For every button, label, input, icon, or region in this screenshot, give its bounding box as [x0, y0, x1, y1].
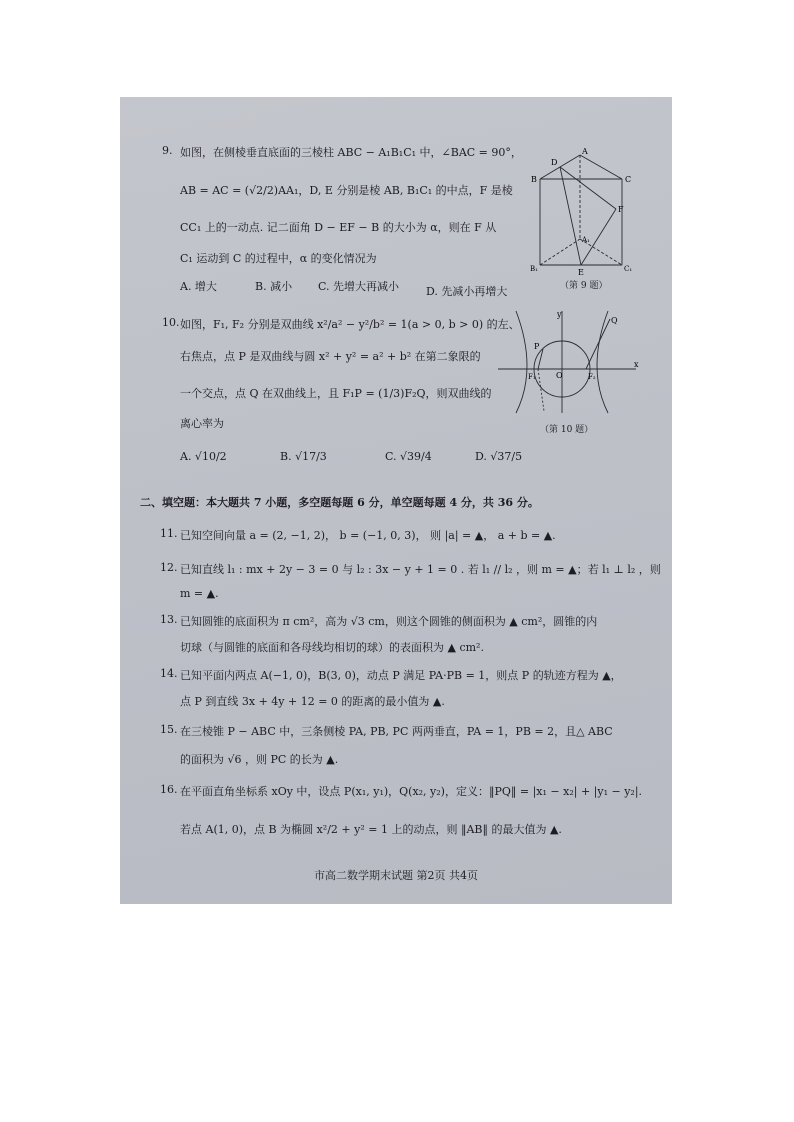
q9-line-2: AB = AC = (√2/2)AA₁，D, E 分别是棱 AB, B₁C₁ 的中点，F 是棱 — [180, 184, 513, 197]
fig9-label-e: E — [578, 268, 584, 277]
q11-line-1: 已知空间向量 a = (2, −1, 2)， b = (−1, 0, 3)， 则 |a| = ▲， a + b = ▲. — [180, 529, 556, 542]
q9-prism-figure — [530, 147, 640, 277]
q12-number: 12. — [160, 561, 178, 574]
q16-line-1: 在平面直角坐标系 xOy 中，设点 P(x₁, y₁)，Q(x₂, y₂)，定义：‖PQ‖ = |x₁ − x₂| + |y₁ − y₂|. — [180, 785, 643, 798]
q9-option-c: C. 先增大再减小 — [318, 280, 400, 293]
q13-number: 13. — [160, 613, 178, 626]
q16-number: 16. — [160, 783, 178, 796]
q10-option-d: D. √37/5 — [475, 450, 523, 463]
q10-line-1: 如图，F₁, F₂ 分别是双曲线 x²/a² − y²/b² = 1(a > 0, b > 0) 的左、 — [180, 318, 520, 331]
q11-number: 11. — [160, 527, 178, 540]
fig10-label-q: Q — [611, 316, 618, 325]
q14-line-2: 点 P 到直线 3x + 4y + 12 = 0 的距离的最小值为 ▲. — [180, 695, 445, 708]
q14-number: 14. — [160, 667, 178, 680]
q14-line-1: 已知平面内两点 A(−1, 0)，B(3, 0)，动点 P 满足 PA·PB = 1，则点 P 的轨迹方程为 ▲， — [180, 669, 622, 682]
q10-line-3: 一个交点，点 Q 在双曲线上，且 F₁P = (1/3)F₂Q，则双曲线的 — [180, 387, 492, 400]
q12-line-1: 已知直线 l₁ : mx + 2y − 3 = 0 与 l₂ : 3x − y + 1 = 0 . 若 l₁ // l₂ ，则 m = ▲；若 l₁ ⊥ l₂ ，则 — [180, 563, 661, 576]
q15-line-1: 在三棱锥 P − ABC 中，三条侧棱 PA, PB, PC 两两垂直，PA = 1，PB = 2，且△ ABC — [180, 725, 613, 738]
fig10-label-x: x — [634, 360, 639, 369]
fig9-label-d: D — [551, 158, 558, 167]
fig9-label-b: B — [531, 175, 537, 184]
q10-option-c: C. √39/4 — [385, 450, 432, 463]
fig10-label-f2: F₂ — [588, 373, 596, 381]
fig9-label-b1: B₁ — [530, 265, 538, 273]
q10-hyperbola-figure — [498, 309, 638, 417]
q9-figure-caption: （第 9 题） — [560, 281, 608, 291]
q15-line-2: 的面积为 √6 ，则 PC 的长为 ▲. — [180, 753, 339, 766]
fig10-label-o: O — [556, 371, 563, 380]
q9-line-3: CC₁ 上的一动点. 记二面角 D − EF − B 的大小为 α，则在 F 从 — [180, 221, 497, 234]
q9-option-b: B. 减小 — [255, 280, 293, 293]
fig10-label-p: P — [534, 342, 540, 351]
q15-number: 15. — [160, 723, 178, 736]
fig9-label-f: F — [618, 205, 624, 214]
q10-option-b: B. √17/3 — [280, 450, 327, 463]
page-footer: 市高二数学期末试题 第2页 共4页 — [314, 869, 478, 882]
q12-line-2: m = ▲. — [180, 587, 219, 600]
q9-option-a: A. 增大 — [180, 280, 217, 293]
fig9-label-c: C — [625, 175, 632, 184]
q10-figure-caption: （第 10 题） — [540, 425, 594, 435]
q10-line-4: 离心率为 — [180, 417, 224, 430]
q9-option-d: D. 先减小再增大 — [426, 285, 508, 298]
fig9-label-a1: A₁ — [582, 236, 590, 244]
q9-number: 9. — [162, 144, 173, 157]
fig9-label-a: A — [582, 147, 588, 156]
fig10-label-f1: F₁ — [528, 373, 536, 381]
q13-line-1: 已知圆锥的底面积为 π cm²，高为 √3 cm，则这个圆锥的侧面积为 ▲ cm²，圆锥的内 — [180, 615, 598, 628]
fig10-label-y: y — [557, 310, 562, 319]
q16-line-2: 若点 A(1, 0)，点 B 为椭圆 x²/2 + y² = 1 上的动点，则 ‖AB‖ 的最大值为 ▲. — [180, 823, 562, 836]
fig9-label-c1: C₁ — [624, 265, 633, 273]
q10-number: 10. — [162, 316, 180, 329]
q10-option-a: A. √10/2 — [180, 450, 227, 463]
q9-line-1: 如图，在侧棱垂直底面的三棱柱 ABC − A₁B₁C₁ 中，∠BAC = 90°， — [180, 146, 522, 159]
q13-line-2: 切球（与圆锥的底面和各母线均相切的球）的表面积为 ▲ cm². — [180, 641, 484, 654]
exam-page-photo — [120, 97, 672, 904]
section-2-heading: 二、填空题：本大题共 7 小题，多空题每题 6 分，单空题每题 4 分，共 36 分。 — [140, 496, 539, 509]
q10-line-2: 右焦点，点 P 是双曲线与圆 x² + y² = a² + b² 在第二象限的 — [180, 350, 481, 363]
q9-line-4: C₁ 运动到 C 的过程中，α 的变化情况为 — [180, 252, 377, 265]
